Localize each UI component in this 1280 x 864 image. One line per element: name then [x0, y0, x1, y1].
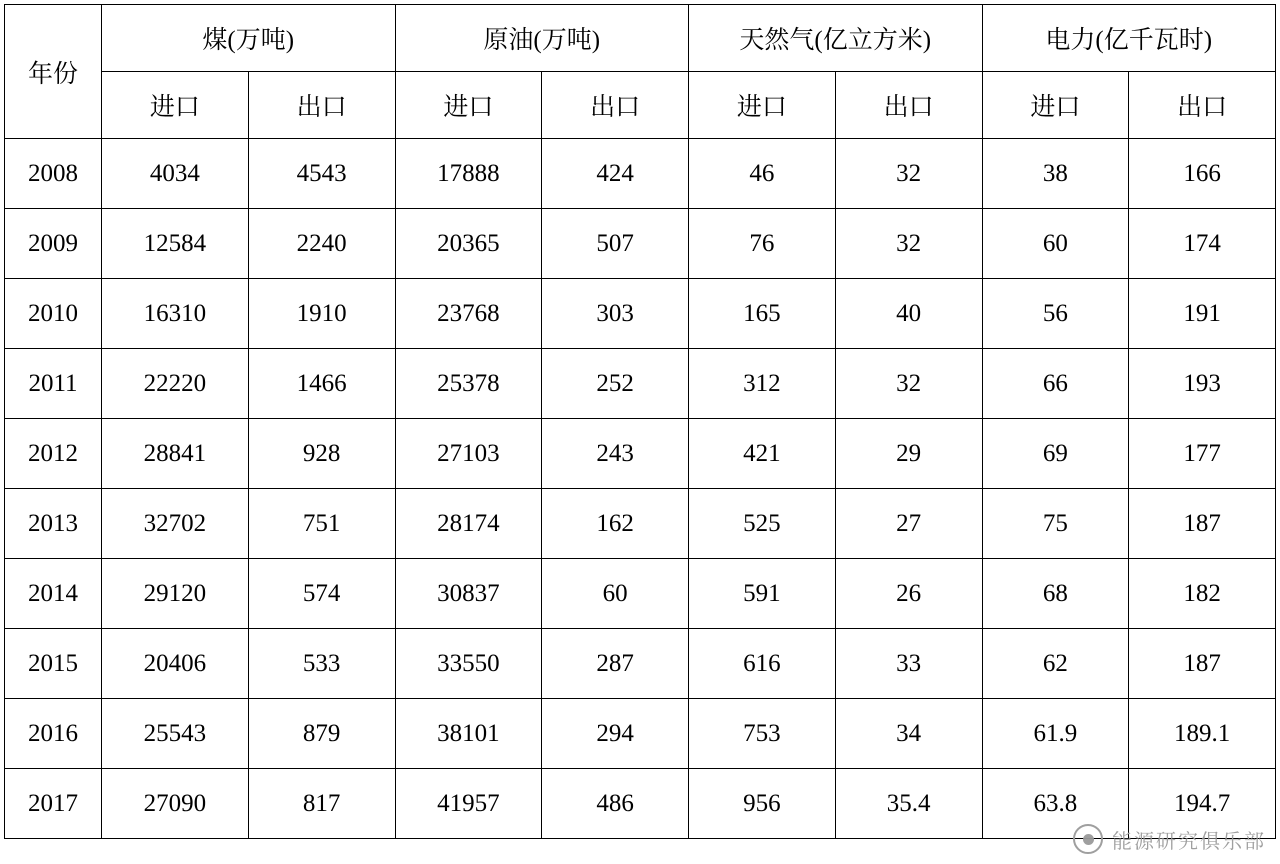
cell-electricity-import: 75 [982, 489, 1129, 559]
cell-oil-export: 294 [542, 699, 689, 769]
cell-oil-import: 17888 [395, 139, 542, 209]
header-group-electricity: 电力(亿千瓦时) [982, 5, 1276, 72]
cell-coal-export: 533 [248, 629, 395, 699]
header-coal-import: 进口 [102, 72, 249, 139]
table-header-group-row [5, 5, 1276, 72]
table-row [5, 559, 1276, 629]
cell-coal-export: 817 [248, 769, 395, 839]
document-page [0, 4, 1280, 864]
table-row [5, 139, 1276, 209]
cell-oil-export: 162 [542, 489, 689, 559]
cell-gas-import: 421 [689, 419, 836, 489]
cell-oil-import: 27103 [395, 419, 542, 489]
cell-electricity-export: 187 [1129, 489, 1276, 559]
cell-coal-import: 16310 [102, 279, 249, 349]
cell-coal-export: 751 [248, 489, 395, 559]
cell-gas-import: 591 [689, 559, 836, 629]
cell-gas-export: 26 [835, 559, 982, 629]
cell-gas-import: 753 [689, 699, 836, 769]
cell-year: 2017 [5, 769, 102, 839]
cell-coal-import: 27090 [102, 769, 249, 839]
cell-electricity-import: 60 [982, 209, 1129, 279]
cell-electricity-export: 187 [1129, 629, 1276, 699]
cell-electricity-import: 69 [982, 419, 1129, 489]
cell-gas-export: 33 [835, 629, 982, 699]
cell-electricity-export: 189.1 [1129, 699, 1276, 769]
cell-gas-export: 40 [835, 279, 982, 349]
cell-gas-import: 46 [689, 139, 836, 209]
header-group-natural-gas: 天然气(亿立方米) [689, 5, 983, 72]
watermark-label: 能源研究俱乐部 [1112, 830, 1266, 853]
cell-coal-export: 4543 [248, 139, 395, 209]
cell-coal-import: 32702 [102, 489, 249, 559]
cell-gas-import: 76 [689, 209, 836, 279]
cell-coal-import: 25543 [102, 699, 249, 769]
cell-electricity-export: 194.7 [1129, 769, 1276, 839]
cell-electricity-import: 61.9 [982, 699, 1129, 769]
energy-import-export-table [4, 4, 1276, 839]
cell-oil-export: 60 [542, 559, 689, 629]
cell-gas-import: 616 [689, 629, 836, 699]
cell-coal-export: 879 [248, 699, 395, 769]
table-row [5, 489, 1276, 559]
cell-oil-import: 28174 [395, 489, 542, 559]
cell-gas-export: 27 [835, 489, 982, 559]
cell-coal-import: 29120 [102, 559, 249, 629]
cell-oil-export: 424 [542, 139, 689, 209]
header-gas-import: 进口 [689, 72, 836, 139]
table-row [5, 629, 1276, 699]
header-gas-export: 出口 [835, 72, 982, 139]
cell-year: 2012 [5, 419, 102, 489]
header-oil-import: 进口 [395, 72, 542, 139]
table-row [5, 279, 1276, 349]
cell-electricity-export: 174 [1129, 209, 1276, 279]
cell-oil-import: 30837 [395, 559, 542, 629]
cell-year: 2016 [5, 699, 102, 769]
cell-gas-export: 32 [835, 349, 982, 419]
cell-year: 2013 [5, 489, 102, 559]
cell-gas-import: 165 [689, 279, 836, 349]
table-row [5, 349, 1276, 419]
cell-electricity-import: 62 [982, 629, 1129, 699]
table-row [5, 209, 1276, 279]
header-coal-export: 出口 [248, 72, 395, 139]
cell-electricity-export: 191 [1129, 279, 1276, 349]
cell-year: 2008 [5, 139, 102, 209]
table-header [5, 5, 1276, 139]
cell-oil-export: 303 [542, 279, 689, 349]
cell-oil-import: 38101 [395, 699, 542, 769]
cell-electricity-import: 68 [982, 559, 1129, 629]
cell-coal-import: 12584 [102, 209, 249, 279]
cell-oil-export: 252 [542, 349, 689, 419]
cell-gas-export: 29 [835, 419, 982, 489]
cell-coal-export: 574 [248, 559, 395, 629]
cell-year: 2010 [5, 279, 102, 349]
cell-year: 2011 [5, 349, 102, 419]
header-group-coal: 煤(万吨) [102, 5, 396, 72]
cell-coal-export: 1466 [248, 349, 395, 419]
cell-oil-import: 23768 [395, 279, 542, 349]
cell-electricity-export: 193 [1129, 349, 1276, 419]
cell-oil-import: 25378 [395, 349, 542, 419]
cell-coal-export: 2240 [248, 209, 395, 279]
cell-oil-export: 486 [542, 769, 689, 839]
table-row [5, 699, 1276, 769]
cell-gas-export: 32 [835, 139, 982, 209]
cell-gas-export: 34 [835, 699, 982, 769]
cell-coal-export: 1910 [248, 279, 395, 349]
cell-coal-import: 28841 [102, 419, 249, 489]
cell-oil-import: 41957 [395, 769, 542, 839]
cell-electricity-export: 182 [1129, 559, 1276, 629]
cell-coal-import: 22220 [102, 349, 249, 419]
header-electricity-import: 进口 [982, 72, 1129, 139]
cell-coal-import: 4034 [102, 139, 249, 209]
header-oil-export: 出口 [542, 72, 689, 139]
cell-gas-import: 956 [689, 769, 836, 839]
cell-electricity-import: 56 [982, 279, 1129, 349]
cell-electricity-import: 38 [982, 139, 1129, 209]
cell-gas-import: 312 [689, 349, 836, 419]
cell-oil-export: 243 [542, 419, 689, 489]
table-row [5, 769, 1276, 839]
cell-year: 2009 [5, 209, 102, 279]
table-body [5, 139, 1276, 839]
cell-electricity-export: 177 [1129, 419, 1276, 489]
cell-year: 2015 [5, 629, 102, 699]
cell-gas-export: 32 [835, 209, 982, 279]
cell-year: 2014 [5, 559, 102, 629]
cell-coal-export: 928 [248, 419, 395, 489]
header-year: 年份 [5, 5, 102, 139]
cell-oil-import: 33550 [395, 629, 542, 699]
table-header-sub-row [5, 72, 1276, 139]
cell-electricity-export: 166 [1129, 139, 1276, 209]
cell-oil-export: 287 [542, 629, 689, 699]
cell-electricity-import: 63.8 [982, 769, 1129, 839]
cell-oil-import: 20365 [395, 209, 542, 279]
cell-coal-import: 20406 [102, 629, 249, 699]
header-group-crude-oil: 原油(万吨) [395, 5, 689, 72]
cell-electricity-import: 66 [982, 349, 1129, 419]
cell-gas-import: 525 [689, 489, 836, 559]
table-row [5, 419, 1276, 489]
header-electricity-export: 出口 [1129, 72, 1276, 139]
cell-oil-export: 507 [542, 209, 689, 279]
cell-gas-export: 35.4 [835, 769, 982, 839]
